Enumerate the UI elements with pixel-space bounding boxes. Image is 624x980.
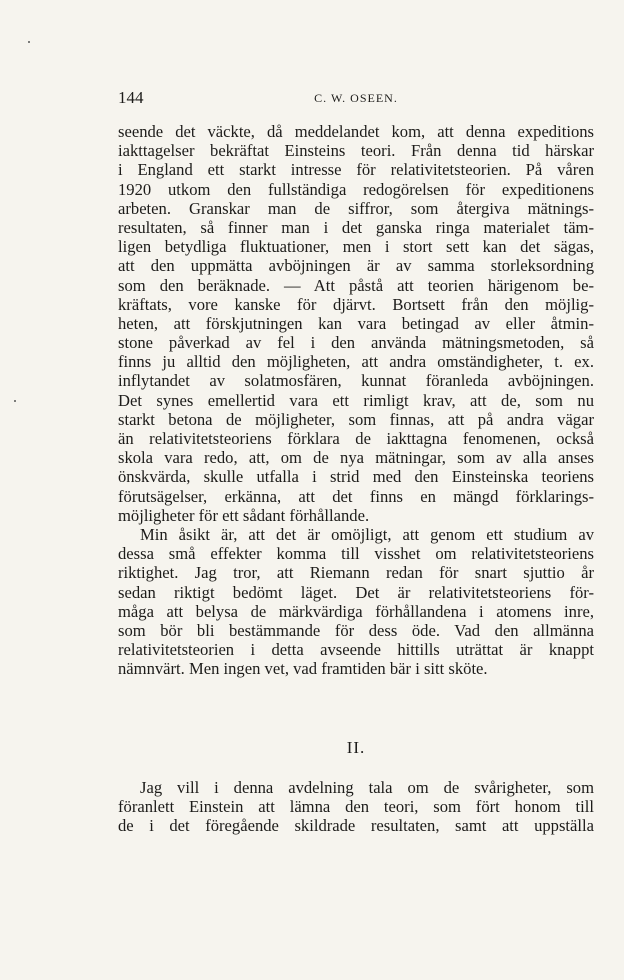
text-line: som bör bli bestämmande för dess öde. Vad den allmänna bbox=[118, 620, 594, 640]
text-line: ligen betydliga fluktuationer, men i stort sett kan det sägas, bbox=[118, 237, 594, 257]
text-line: de i det föregående skildrade resultaten, samt att uppställa bbox=[118, 816, 594, 836]
text-line: som den beräknade. — Att påstå att teorien härigenom be- bbox=[118, 275, 594, 295]
text-line: inflytandet av solatmosfären, kunnat föranleda avböjningen. bbox=[118, 371, 594, 391]
text-line: seende det väckte, då meddelandet kom, att denna expeditions bbox=[118, 122, 594, 141]
text-line: i England ett starkt intresse för relativitetsteorien. På våren bbox=[118, 160, 594, 180]
text-line: starkt betona de möjligheter, som finnas, att på andra vägar bbox=[118, 409, 594, 429]
paragraph-3 bbox=[118, 778, 594, 836]
page-header bbox=[118, 88, 594, 112]
text-line: önskvärda, skulle utfalla i strid med den Einsteinska teoriens bbox=[118, 467, 594, 487]
text-line: möjligheter för ett sådant förhållande. bbox=[118, 505, 370, 525]
text-line: att den uppmätta avböjningen är av samma storleksordning bbox=[118, 256, 594, 276]
text-line: Det synes emellertid vara ett rimligt krav, att de, som nu bbox=[118, 390, 594, 410]
text-line: finns ju alltid den möjligheten, att andra omständigheter, t. ex. bbox=[118, 352, 594, 372]
specks bbox=[14, 400, 16, 402]
text-line: riktighet. Jag tror, att Riemann redan för snart sjuttio år bbox=[118, 563, 594, 583]
text-line: föranlett Einstein att lämna den teori, som fört honom till bbox=[118, 797, 594, 817]
text-line: nämnvärt. Men ingen vet, vad framtiden bär i sitt sköte. bbox=[118, 659, 488, 679]
text-line: resultaten, så finner man i det ganska ringa materialet täm- bbox=[118, 217, 594, 237]
text-line: heten, att förskjutningen kan vara betingad av eller åtmin- bbox=[118, 313, 594, 333]
text-line: kräftats, vore kanske för djärvt. Bortsett från den möjlig- bbox=[118, 294, 594, 314]
section-heading: II. bbox=[346, 738, 366, 757]
text-line: förutsägelser, erkänna, att det finns en mängd förklarings- bbox=[118, 486, 594, 506]
text-line: arbeten. Granskar man de siffror, som återgiva mätnings- bbox=[118, 198, 594, 218]
text-line: iakttagelser bekräftat Einsteins teori. Från denna tid härskar bbox=[118, 141, 594, 161]
text-line: Jag vill i denna avdelning tala om de svårigheter, som bbox=[140, 778, 594, 797]
text-line: 1920 utkom den fullständiga redogörelsen för expeditionens bbox=[118, 179, 594, 199]
running-head: C. W. OSEEN. bbox=[314, 91, 398, 105]
specks bbox=[28, 41, 30, 43]
text-line: stone påverkad av fel i den använda mätningsmetoden, så bbox=[118, 333, 594, 353]
paragraph-1 bbox=[118, 122, 594, 678]
text-line: måga att belysa de märkvärdiga förhållandena i atomens inre, bbox=[118, 601, 594, 621]
text-line: relativitetsteorien i detta avseende hittills uträttat är knappt bbox=[118, 640, 594, 660]
text-line: dessa små effekter komma till visshet om relativitetsteoriens bbox=[118, 544, 594, 564]
text-line: skola vara redo, att, om de nya mätningar, som av alla anses bbox=[118, 448, 594, 468]
text-line: än relativitetsteoriens förklara de iakttagna fenomenen, också bbox=[118, 429, 594, 448]
text-line: Min åsikt är, att det är omöjligt, att genom ett studium av bbox=[140, 524, 594, 544]
text-line: sedan riktigt bedömt läget. Det är relativitetsteoriens för- bbox=[118, 582, 594, 602]
page-number: 144 bbox=[118, 88, 144, 107]
